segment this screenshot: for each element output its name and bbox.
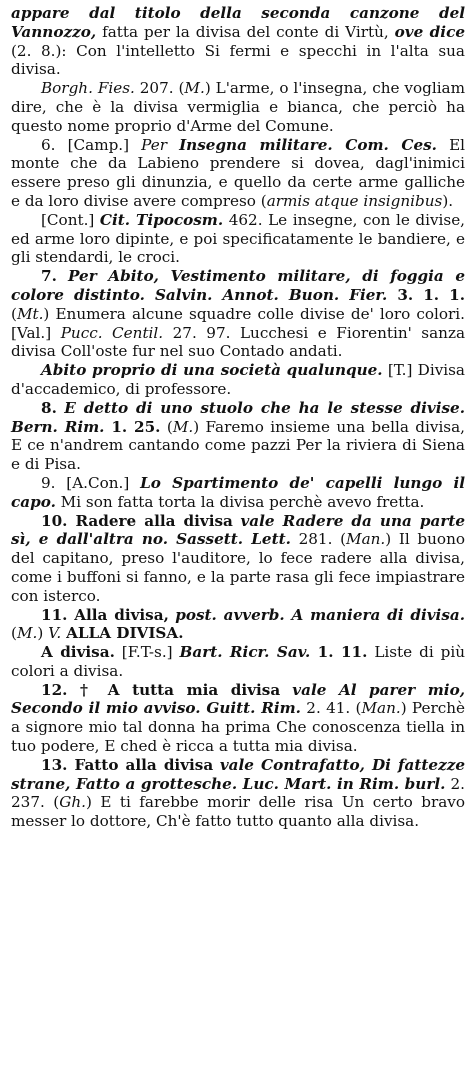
- entry-text-run: E detto di uno stuolo che ha le stesse divise. Bern. Rim.: [11, 398, 466, 436]
- entry-text-run: Man.: [346, 530, 386, 549]
- dictionary-entry: [11, 606, 465, 644]
- entry-text-run: (2. 8.): Con l'intelletto Si fermi e specchi in l'alta sua divisa.: [11, 41, 465, 79]
- dictionary-entry: [11, 211, 465, 267]
- entry-text-run: Mt.: [16, 304, 44, 323]
- entry-text-run: 9. [A.Con.]: [41, 473, 141, 492]
- entry-text-run: Cit. Tipocosm.: [99, 210, 224, 229]
- dictionary-entry: [11, 4, 465, 79]
- entry-text-run: 12. † A tutta mia divisa: [41, 680, 281, 699]
- dictionary-entry: [11, 399, 465, 474]
- entry-text-run: 1. 25.: [104, 417, 161, 436]
- entry-text-run: 7.: [41, 267, 57, 286]
- entry-text-run: ) Perchè a signore mio tal donna ha prima Che conoscenza tiella in tuo podere, E ched è ricca a tutta mia divisa.: [11, 699, 465, 756]
- entry-text-run: vale Al parer mio, Secondo il mio avviso. Guitt. Rim.: [11, 680, 465, 718]
- entry-text-run: ) L'arme, o l'insegna, che vogliam dire, che è la divisa vermiglia e bianca, che perciò ha questo nome proprio d'Arme del Comune.: [11, 79, 466, 135]
- entry-text-run: ) Faremo insieme una bella divisa, E ce n'andrem cantando come pazzi Per la riviera di Siena e di Pisa.: [11, 417, 465, 474]
- entry-text-run: post. avverb. A maniera di divisa.: [175, 605, 466, 624]
- entry-text-run: Man.: [361, 699, 401, 718]
- entry-text-run: 13. Fatto alla divisa: [41, 755, 214, 774]
- entry-text-run: Insegna militare. Com. Ces.: [179, 135, 437, 154]
- entry-text-run: M.: [184, 79, 205, 98]
- entry-text-run: Abito proprio di una società qualunque.: [41, 361, 383, 380]
- entry-text-run: 281. (: [290, 530, 347, 549]
- entry-text-run: [T.] Divisa d'accademico, di professore.: [11, 361, 465, 398]
- entry-text-run: vale Radere da una parte sì, e dall'altra no. Sassett. Lett.: [11, 511, 465, 549]
- entry-text-run: ) Enumera alcune squadre colle divise de' loro colori. [Val.]: [11, 304, 465, 342]
- entry-text-run: ) E ti farebbe morir delle risa Un certo bravo messer lo dottore, Ch'è fatto tutto quanto alla divisa.: [11, 793, 465, 831]
- dictionary-entry: [11, 79, 465, 135]
- entry-text-run: Mi son fatta torta la divisa perchè avevo fretta.: [55, 492, 425, 511]
- entry-text-run: 6. [Camp.]: [41, 135, 142, 154]
- entry-text-run: ): [37, 624, 49, 643]
- dictionary-entry: [11, 512, 465, 606]
- entry-text-run: Bart. Ricr. Sav.: [179, 643, 311, 662]
- entry-text-run: A divisa.: [41, 643, 115, 662]
- entry-text-run: [Cont.]: [41, 210, 100, 229]
- entry-text-run: Per Abito, Vestimento militare, di foggia e colore distinto. Salvin. Annot. Buon. Fier.: [11, 267, 465, 304]
- entry-text-run: 8.: [41, 398, 57, 417]
- entry-text-run: 3. 1. 1.: [387, 285, 465, 304]
- entry-text-run: fatta per la divisa del conte di Virtù,: [96, 22, 395, 41]
- entry-text-run: (: [160, 417, 173, 436]
- entry-text-run: (: [11, 304, 17, 323]
- dictionary-entry: [11, 136, 465, 211]
- entry-text-run: Borgh. Fies.: [41, 79, 135, 98]
- entry-text-run: [57, 267, 68, 285]
- entry-text-run: Liste di più colori a divisa.: [11, 643, 465, 680]
- entry-text-run: [213, 756, 220, 774]
- entry-text-run: 11. Alla divisa,: [41, 605, 169, 624]
- entry-text-run: Pucc. Centil.: [60, 323, 164, 342]
- entry-text-run: ).: [442, 191, 454, 210]
- entry-text-run: 27. 97. Lucchesi e Fiorentin' sanza divisa Coll'oste fur nel suo Contado andati.: [11, 323, 465, 361]
- entry-text-run: V.: [48, 624, 62, 643]
- dictionary-entry: [11, 756, 465, 831]
- entry-text-run: armis atque insignibus: [266, 191, 443, 210]
- entry-text-run: ove dice: [394, 22, 465, 41]
- dictionary-entry: [11, 267, 465, 361]
- dictionary-entry: [11, 361, 465, 399]
- entry-text-run: El monte che da Labieno prendere si dovea, dagl'inimici essere preso gli dinunzia, e quello da certe arme galliche e da loro divise avere compreso (: [11, 135, 466, 210]
- entry-text-run: 2. 237. (: [11, 774, 465, 812]
- entry-text-run: ) Il buono del capitano, preso l'auditore, lo fece radere alla divisa, come i buffoni si fanno, e la parte rasa gli fece impiastrare con isterco.: [11, 530, 465, 605]
- dictionary-entry: [11, 474, 465, 512]
- entry-text-run: [167, 136, 179, 154]
- entry-text-run: 2. 41. (: [300, 699, 362, 718]
- entry-text-run: [280, 681, 292, 699]
- entry-text-run: M.: [172, 417, 194, 436]
- entry-text-run: appare dal titolo della seconda canzone del Vannozzo,: [11, 4, 465, 41]
- dictionary-entry: [11, 643, 465, 681]
- entry-text-run: 10. Radere alla divisa: [41, 511, 233, 530]
- entry-text-run: ALLA DIVISA.: [66, 624, 184, 643]
- entry-text-run: 462. Le insegne, con le divise, ed arme loro dipinte, e poi specificatamente le bandiere, e gli stendardi, le croci.: [11, 210, 466, 267]
- entry-text-run: [F.T-s.]: [114, 643, 180, 662]
- entry-text-run: Lo Spartimento de' capelli lungo il capo.: [11, 473, 465, 511]
- entry-text-run: (: [11, 624, 17, 643]
- entry-text-run: vale Contrafatto, Di fattezze strane, Fatto a grottesche. Luc. Mart. in Rim. burl.: [11, 755, 466, 793]
- entry-text-run: M.: [16, 624, 38, 643]
- dictionary-entry: [11, 681, 465, 756]
- entry-text-run: Gh.: [59, 793, 86, 812]
- entry-text-run: 1. 11.: [310, 643, 368, 662]
- entry-text-run: Per: [141, 135, 167, 154]
- entry-text-run: 207. (: [134, 79, 185, 98]
